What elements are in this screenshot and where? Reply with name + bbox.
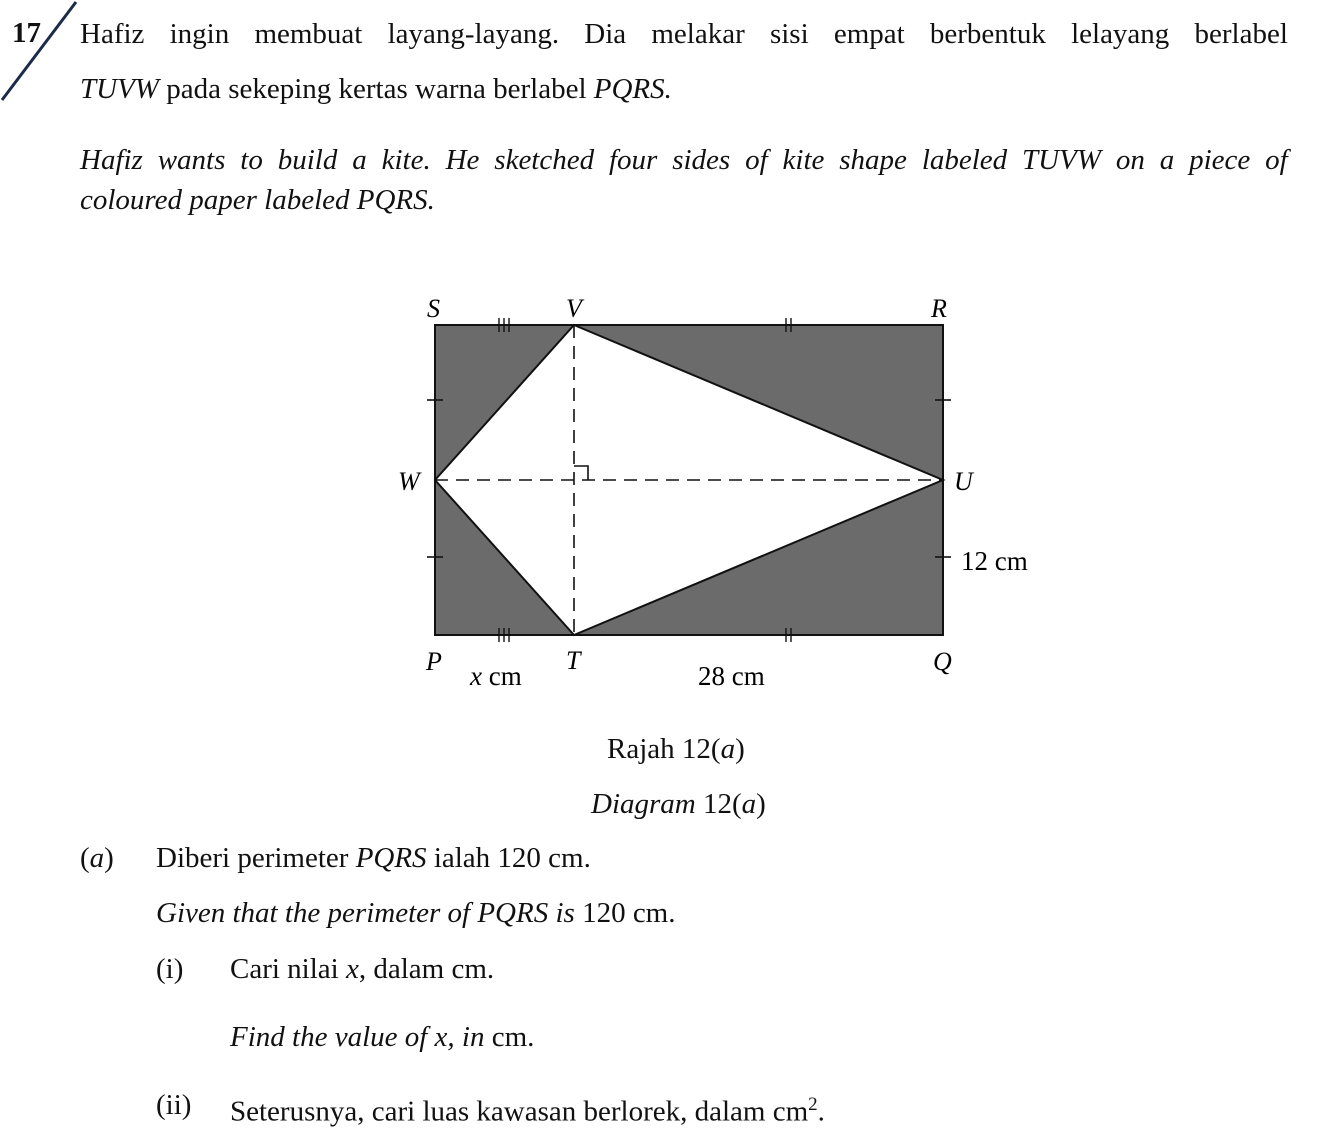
word: of xyxy=(745,144,768,176)
sub-ii-malay xyxy=(230,1088,825,1129)
word: four xyxy=(609,144,658,176)
vertex-w: W xyxy=(398,467,420,496)
dimension-x xyxy=(469,661,522,691)
malay-line-1 xyxy=(80,17,1288,51)
word: piece xyxy=(1189,144,1251,176)
sub-i-english xyxy=(230,1020,534,1054)
word: to xyxy=(240,144,263,176)
malay-line-2-text: pada sekeping kertas warna berlabel xyxy=(158,73,594,105)
word: ingin xyxy=(169,18,230,50)
word: empat xyxy=(833,18,905,50)
english-line-1 xyxy=(80,143,1288,177)
word: a xyxy=(352,144,367,176)
word: shape xyxy=(839,144,907,176)
caption-malay xyxy=(607,732,745,766)
word: labeled xyxy=(921,144,1008,176)
part-a-malay-label: PQRS xyxy=(355,842,427,874)
caption-malay-letter: a xyxy=(720,733,736,765)
word: sketched xyxy=(494,144,595,176)
part-a-malay xyxy=(156,841,591,875)
caption-english-num: 12( xyxy=(695,788,742,820)
word: layang-layang. xyxy=(387,18,560,50)
word: of xyxy=(1265,144,1288,176)
caption-english-letter: a xyxy=(741,788,757,820)
sub-ii-sup: 2 xyxy=(808,1094,818,1115)
sub-i-english-suffix: cm. xyxy=(491,1021,535,1053)
word: berbentuk xyxy=(929,18,1046,50)
label-pqrs: PQRS. xyxy=(593,73,672,105)
part-a-english-prefix: Given that the perimeter of PQRS is xyxy=(156,897,583,929)
word: TUVW xyxy=(1022,144,1101,176)
vertex-p: P xyxy=(426,647,442,676)
vertex-t: T xyxy=(566,646,581,675)
dimension-x-unit: cm xyxy=(481,661,522,691)
word: kite. xyxy=(381,144,431,176)
sub-i-malay-prefix: Cari nilai xyxy=(230,953,346,985)
part-a-close: ) xyxy=(104,842,114,874)
word: sides xyxy=(672,144,731,176)
caption-malay-close: ) xyxy=(735,733,745,765)
word: berlabel xyxy=(1194,18,1288,50)
part-a-english-suffix: 120 cm. xyxy=(582,897,676,929)
caption-english-word: Diagram xyxy=(591,788,696,820)
sub-ii-label: (ii) xyxy=(156,1089,192,1121)
caption-english xyxy=(591,787,766,821)
caption-english-close: ) xyxy=(756,788,766,820)
sub-i-malay-suffix: , dalam cm. xyxy=(358,953,495,985)
word: a xyxy=(1159,144,1175,176)
word: wants xyxy=(157,144,226,176)
word: He xyxy=(445,144,480,176)
part-a-open: ( xyxy=(80,842,90,874)
part-a-english xyxy=(156,896,676,930)
dimension-28: 28 cm xyxy=(698,661,765,691)
sub-i-english-prefix: Find the value of x, in xyxy=(230,1021,492,1053)
vertex-v: V xyxy=(566,294,582,323)
english-line-2: coloured paper labeled PQRS. xyxy=(80,184,435,216)
vertex-s: S xyxy=(427,294,440,323)
word: melakar xyxy=(651,18,745,50)
word: kite xyxy=(782,144,825,176)
word: build xyxy=(277,144,338,176)
vertex-q: Q xyxy=(933,647,952,676)
part-a-letter: a xyxy=(89,842,105,874)
word: lelayang xyxy=(1071,18,1170,50)
sub-ii-malay-text: Seterusnya, cari luas kawasan berlorek, dalam cm xyxy=(230,1095,809,1128)
word: membuat xyxy=(254,18,363,50)
label-tuvw: TUVW xyxy=(80,73,159,105)
vertex-u: U xyxy=(954,467,973,496)
part-a-label xyxy=(80,841,114,875)
sub-i-label: (i) xyxy=(156,953,184,985)
part-a-malay-suffix: ialah 120 cm. xyxy=(426,842,591,874)
dimension-12: 12 cm xyxy=(961,546,1028,576)
word: Hafiz xyxy=(80,144,143,176)
part-a-malay-prefix: Diberi perimeter xyxy=(156,842,356,874)
sub-ii-end: . xyxy=(817,1095,825,1128)
word: Hafiz xyxy=(80,18,145,50)
word: on xyxy=(1115,144,1145,176)
vertex-r: R xyxy=(931,294,947,323)
word: Dia xyxy=(584,18,627,50)
sub-i-malay xyxy=(230,952,494,986)
kite-diagram xyxy=(380,285,1100,705)
dimension-x-var: x xyxy=(470,661,482,691)
question-number: 17 xyxy=(12,17,41,49)
caption-malay-text: Rajah 12( xyxy=(607,733,721,765)
word: sisi xyxy=(769,18,809,50)
malay-line-2 xyxy=(80,72,672,106)
sub-i-malay-var: x xyxy=(345,953,359,985)
